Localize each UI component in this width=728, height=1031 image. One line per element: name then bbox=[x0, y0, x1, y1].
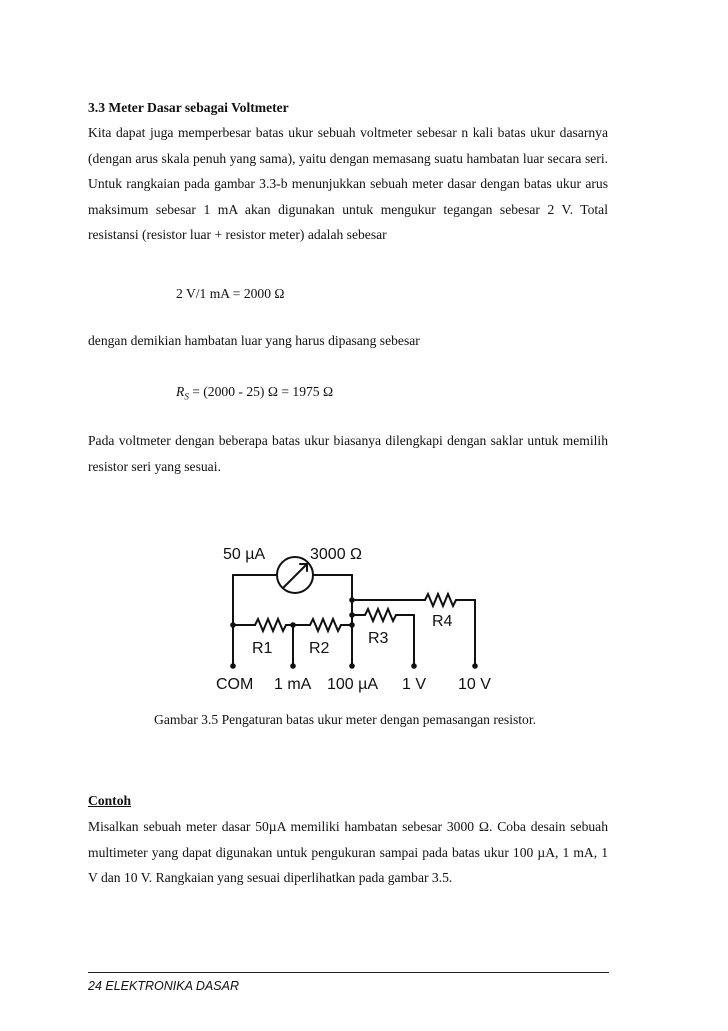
resistor-r1 bbox=[255, 619, 286, 631]
terminal-dot-10v bbox=[472, 663, 478, 669]
equation-symbol: R bbox=[176, 384, 185, 399]
section-heading: 3.3 Meter Dasar sebagai Voltmeter bbox=[88, 100, 289, 115]
terminal-dot-1ma bbox=[290, 663, 296, 669]
resistor-r2 bbox=[310, 619, 341, 631]
resistor-r2-label: R2 bbox=[309, 640, 330, 657]
junction-dot bbox=[349, 597, 355, 603]
paragraph-external-resistance: dengan demikian hambatan luar yang harus dipasang sebesar bbox=[88, 333, 420, 348]
resistor-r4 bbox=[425, 594, 456, 606]
equation-total-resistance: 2 V/1 mA = 2000 Ω bbox=[176, 286, 285, 301]
meter-needle bbox=[284, 564, 307, 587]
terminal-1v-label: 1 V bbox=[402, 676, 427, 693]
terminal-1ma-label: 1 mA bbox=[274, 676, 312, 693]
paragraph-voltmeter-intro: Kita dapat juga memperbesar batas ukur sebuah voltmeter sebesar n kali batas ukur dasarnya (dengan arus skala penuh yang sama), yaitu dengan memasang suatu hambatan luar secara seri. Untuk rangkaian pada gambar 3.3-b menunjukkan sebuah meter dasar dengan batas ukur arus maksimum sebesar 1 mA akan digunakan untuk mengukur tegangan sebesar 2 V. Total resistansi (resistor luar + resistor meter) adalah sebesar bbox=[88, 125, 608, 242]
resistor-r3-label: R3 bbox=[368, 630, 389, 647]
example-text: Misalkan sebuah meter dasar 50µA memiliki hambatan sebesar 3000 Ω. Coba desain sebuah multimeter yang dapat digunakan untuk pengukuran sampai pada batas ukur 100 µA, 1 mA, 1 V dan 10 V. Rangkaian yang sesuai diperlihatkan pada gambar 3.5. bbox=[88, 819, 608, 885]
meter-current-label: 50 µA bbox=[223, 546, 266, 563]
terminal-100ua-label: 100 µA bbox=[327, 676, 379, 693]
junction-dot bbox=[230, 622, 236, 628]
terminal-dot-100ua bbox=[349, 663, 355, 669]
footer-text: 24 ELEKTRONIKA DASAR bbox=[88, 979, 239, 993]
junction-dot bbox=[290, 622, 296, 628]
equation-series-resistance bbox=[176, 384, 333, 402]
resistor-r1-label: R1 bbox=[252, 640, 273, 657]
multimeter-circuit-diagram bbox=[200, 530, 510, 695]
paragraph-switch: Pada voltmeter dengan beberapa batas ukur biasanya dilengkapi dengan saklar untuk memilih resistor seri yang sesuai. bbox=[88, 433, 608, 474]
meter-resistance-label: 3000 Ω bbox=[310, 546, 362, 563]
footer-divider bbox=[88, 972, 609, 973]
junction-dot bbox=[349, 622, 355, 628]
resistor-r4-label: R4 bbox=[432, 613, 453, 630]
example-title: Contoh bbox=[88, 793, 132, 808]
junction-dot bbox=[349, 612, 355, 618]
terminal-10v-label: 10 V bbox=[458, 676, 491, 693]
terminal-dot-com bbox=[230, 663, 236, 669]
terminal-dot-1v bbox=[411, 663, 417, 669]
terminal-com-label: COM bbox=[216, 676, 254, 693]
figure-caption: Gambar 3.5 Pengaturan batas ukur meter dengan pemasangan resistor. bbox=[154, 712, 537, 727]
equation-value: = (2000 - 25) Ω = 1975 Ω bbox=[188, 384, 334, 399]
resistor-r3 bbox=[365, 609, 396, 621]
equation-subscript: S bbox=[184, 391, 189, 402]
